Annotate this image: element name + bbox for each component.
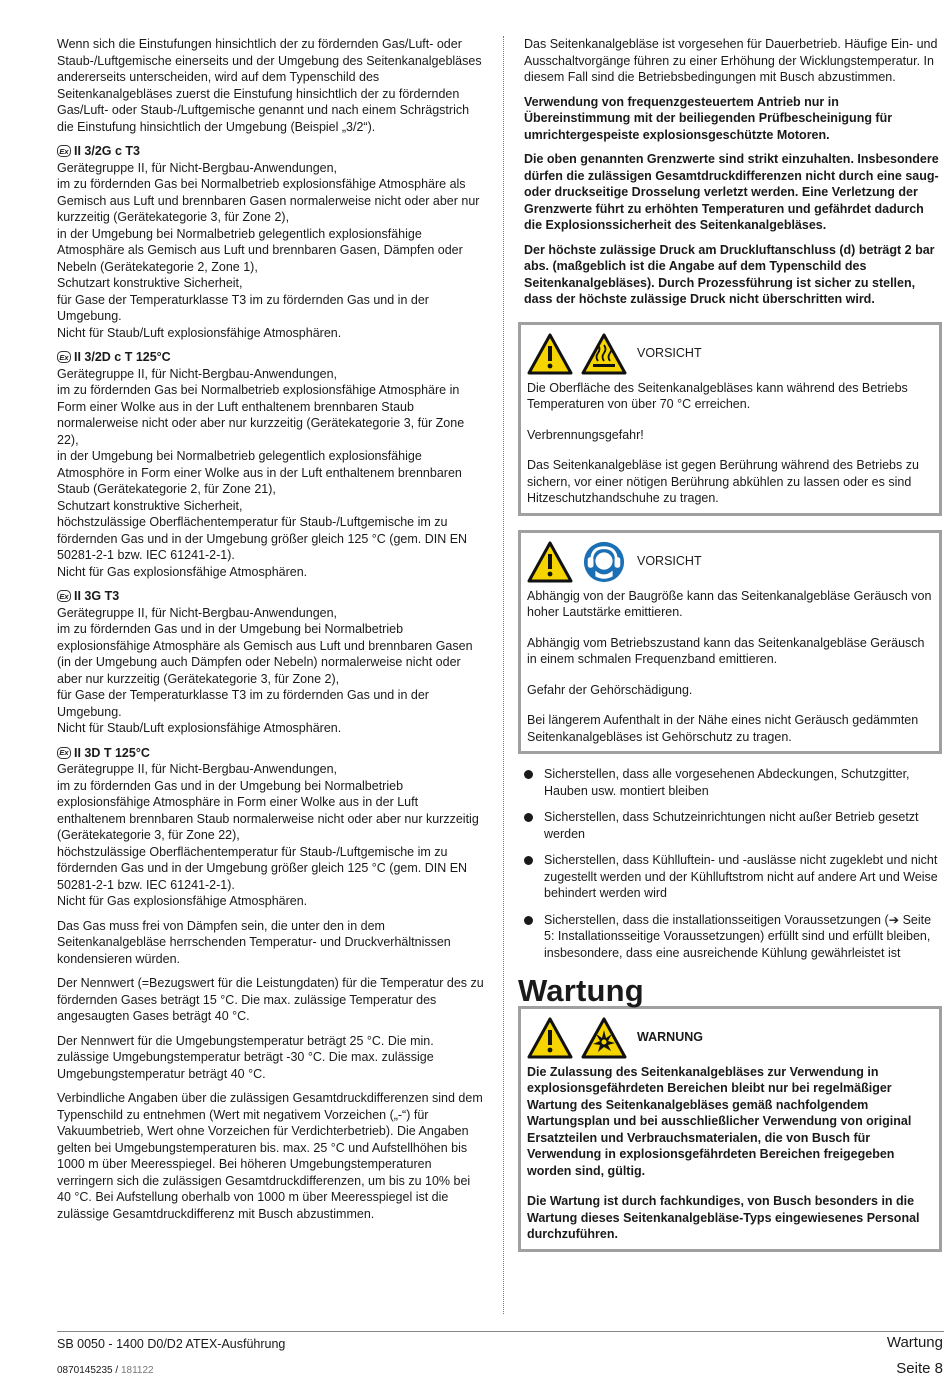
- warning-label: WARNUNG: [637, 1030, 703, 1045]
- atex-line: Nicht für Gas explosionsfähige Atmosphären.: [57, 564, 308, 579]
- atex-line: Nicht für Staub/Luft explosionsfähige Atmosphären.: [57, 325, 342, 340]
- caution-box-noise: [518, 530, 942, 755]
- atex-line: im zu fördernden Gas bei Normalbetrieb explosionsfähige Atmosphäre in Form einer Wolke aus in der Luft enthaltenem brennbaren Staub normalerweise nicht oder aber nur kurzzeitig (Gerätekategorie 3, für Zone 22),: [57, 383, 465, 447]
- bold-paragraph: Verwendung von frequenzgesteuertem Antrieb nur in Übereinstimmung mit der beiliegenden Prüfbescheinigung für umrichtergespeiste explosionsgeschützte Motoren.: [524, 94, 893, 142]
- atex-line: für Gase der Temperaturklasse T3 im zu fördernden Gas und in der Umgebung.: [57, 292, 429, 323]
- warning-text: Die Zulassung des Seitenkanalgebläses zur Verwendung in explosionsgefährdeten Bereichen bleibt nur bei regelmäßiger Wartung des Seitenkanalgebläses gemäß nachfolgendem Wartungsplan und bei ausschließlicher Verwendung von original Ersatzteilen und Verbrauchsmaterialen, die von Busch für Verwendung in explosionsgefährdeten Bereichen freigegeben worden sind, gültig.: [527, 1064, 912, 1178]
- column-divider: [503, 36, 504, 1314]
- caution-text: Bei längerem Aufenthalt in der Nähe eines nicht Geräusch gedämmten Seitenkanalgebläses ist Gehörschutz zu tragen.: [527, 713, 919, 744]
- atex-line: Gerätegruppe II, für Nicht-Bergbau-Anwendungen,: [57, 160, 338, 175]
- atex-heading: [57, 745, 487, 762]
- general-warning-icon: [527, 540, 573, 584]
- atex-line: Schutzart konstruktive Sicherheit,: [57, 498, 243, 513]
- atex-code: II 3D T 125°C: [74, 745, 150, 760]
- list-item: Sicherstellen, dass alle vorgesehenen Abdeckungen, Schutzgitter, Hauben usw. montiert bleiben: [524, 766, 944, 799]
- paragraph: Das Gas muss frei von Dämpfen sein, die unter den in dem Seitenkanalgebläse herrschenden Temperatur- und Druckverhältnissen kondensieren würden.: [57, 918, 451, 966]
- caution-header: [527, 539, 933, 585]
- caution-text: Das Seitenkanalgebläse ist gegen Berührung während des Betriebs zu sichern, vor einer nötigen Berührung abkühlen zu lassen oder es sind Hitzeschutzhandschuhe zu tragen.: [527, 458, 919, 505]
- atex-block: [57, 745, 487, 910]
- paragraph: Der Nennwert für die Umgebungstemperatur beträgt 25 °C. Die min. zulässige Umgebungstemperatur beträgt -30 °C. Die max. zulässige Umgebungstemperatur beträgt 40 °C.: [57, 1033, 434, 1081]
- atex-block: [57, 143, 487, 341]
- caution-label: VORSICHT: [637, 346, 702, 361]
- footer-rule: [57, 1331, 944, 1332]
- caution-header: [527, 331, 933, 377]
- atex-line: Nicht für Gas explosionsfähige Atmosphären.: [57, 894, 308, 908]
- explosion-icon: [581, 1016, 627, 1060]
- list-item: Sicherstellen, dass die installationsseitigen Voraussetzungen (➔ Seite 5: Installationsseitige Voraussetzungen) erfüllt sind und erfüllt bleiben, insbesondere, dass eine ausreichende Kühlung gewährleistet ist: [524, 912, 944, 962]
- bold-paragraph: Der höchste zulässige Druck am Druckluftanschluss (d) beträgt 2 bar abs. (maßgeblich ist die Angabe auf dem Typenschild des Seitenkanalgebläses). Durch Prozessführung ist sicher zu stellen, dass der höchste zulässige Druck nicht überschritten wird.: [524, 242, 935, 306]
- caution-label: VORSICHT: [637, 554, 702, 569]
- warning-text: Die Wartung ist durch fachkundiges, von Busch besonders in die Wartung dieses Seitenkanalgebläse-Typs eingewiesenes Personal durchzuführen.: [527, 1194, 920, 1241]
- atex-code: II 3/2D c T 125°C: [74, 350, 171, 364]
- paragraph: Verbindliche Angaben über die zulässigen Gesamtdruckdifferenzen sind dem Typenschild zu entnehmen (Wert mit negativem Vorzeichen („-“) für Vakuumbetrieb, Wert ohne Vorzeichen für Verdichterbetrieb). Die Angaben gelten bei Umgebungstemperaturen bis. max. 25 °C und Aufstellhöhen bis 1000 m über Meeresspiegel. Bei höheren Umgebungstemperaturen verringern sich die zulässigen Gesamtdruckdifferenzen, um bis zu 10% bei 40 °C. Bei Aufstellung oberhalb von 1000 m über Meeresspiegel ist die zulässige Gesamtdruckdifferenz mit Busch abzustimmen.: [57, 1091, 483, 1221]
- bold-paragraph: Die oben genannten Grenzwerte sind strikt einzuhalten. Insbesondere dürfen die zulässigen Gesamtdruckdifferenzen nicht durch eine saug-oder druckseitige Drosselung verletzt werden. Eine Verletzung der Grenzwerte führt zu erhöhten Temperaturen und gefährdet dadurch die Explosionssicherheit des Seitenkanalgebläses.: [524, 152, 939, 232]
- section-title: Wartung: [518, 973, 644, 1008]
- atex-code: II 3G T3: [74, 589, 120, 603]
- general-warning-icon: [527, 1016, 573, 1060]
- doc-number: 0870145235 /: [57, 1365, 121, 1376]
- atex-heading: [57, 588, 487, 605]
- ex-marking-icon: Ex: [57, 145, 71, 157]
- atex-heading: [57, 349, 487, 366]
- caution-text: Abhängig vom Betriebszustand kann das Seitenkanalgebläse Geräusch in einem schmalen Frequenzband emittieren.: [527, 635, 925, 666]
- ex-marking-icon: Ex: [57, 590, 71, 602]
- atex-line: Nicht für Staub/Luft explosionsfähige Atmosphären.: [57, 721, 342, 735]
- footer-section: Wartung: [886, 1334, 943, 1351]
- caution-text: Verbrennungsgefahr!: [527, 427, 644, 442]
- atex-line: im zu fördernden Gas und in der Umgebung bei Normalbetrieb explosionsfähige Atmosphäre in Form einer Wolke aus in der Luft enthaltenem brennbaren Staub normalerweise nicht oder aber nur kurzzeitig (Gerätekategorie 3, für Zone 22),: [57, 778, 479, 842]
- paragraph: Das Seitenkanalgebläse ist vorgesehen für Dauerbetrieb. Häufige Ein- und Ausschaltvorgänge führen zu einer Erhöhung der Wicklungstemperatur. In diesem Fall sind die Betriebsbedingungen mit Busch abzustimmen.: [524, 37, 938, 84]
- caution-text: Die Oberfläche des Seitenkanalgebläses kann während des Betriebs Temperaturen von über 70 °C erreichen.: [527, 380, 908, 411]
- atex-line: höchstzulässige Oberflächentemperatur für Staub-/Luftgemische im zu fördernden Gas und in der Umgebung größer gleich 125 °C (gem. DIN EN 50281-2-1 bzw. IEC 61241-2-1).: [57, 515, 468, 562]
- atex-line: in der Umgebung bei Normalbetrieb gelegentlich explosionsfähige Atmosphäre als Gemisch aus Luft und brennbaren Gasen, Dämpfen oder Nebeln (Gerätekategorie 2, Zone 1),: [57, 226, 463, 274]
- atex-line: Gerätegruppe II, für Nicht-Bergbau-Anwendungen,: [57, 605, 338, 620]
- footer-page-number: Seite 8: [896, 1360, 943, 1377]
- doc-revision: 181122: [120, 1365, 154, 1376]
- atex-line: in der Umgebung bei Normalbetrieb gelegentlich explosionsfähige Atmosphöre in Form einer Wolke aus in der Luft enthaltenem brennbaren Staub (Gerätekategorie 2, für Zone 21),: [57, 449, 462, 496]
- atex-heading: [57, 143, 487, 160]
- atex-line: im zu fördernden Gas und in der Umgebung bei Normalbetrieb explosionsfähige Atmosphäre als Gemisch aus Luft und brennbaren Gasen (in der Umgebung auch Dämpfen oder Nebeln) normalerweise nicht oder aber nur kurzzeitig (Gerätekategorie 3, für Zone 2),: [57, 622, 473, 686]
- hot-surface-icon: [581, 332, 627, 376]
- safety-checklist: [524, 766, 944, 961]
- ear-protection-icon: [581, 540, 627, 584]
- atex-line: Schutzart konstruktive Sicherheit,: [57, 276, 243, 290]
- atex-code: II 3/2G c T3: [74, 144, 141, 158]
- atex-block: [57, 349, 487, 580]
- caution-text: Abhängig von der Baugröße kann das Seitenkanalgebläse Geräusch von hoher Lautstärke emittieren.: [527, 588, 932, 619]
- footer-doc-number: [57, 1365, 154, 1376]
- atex-line: im zu fördernden Gas bei Normalbetrieb explosionsfähige Atmosphäre als Gemisch aus Luft und brennbaren Gasen normalerweise nicht oder aber nur kurzzeitig (Gerätekategorie 3, für Zone 2),: [57, 177, 480, 224]
- list-item: Sicherstellen, dass Kühlluftein- und -auslässe nicht zugeklebt und nicht zugestellt werden und der Kühlluftstrom nicht auf andere Art und Weise behindert werden wird: [524, 852, 944, 902]
- ex-marking-icon: Ex: [57, 747, 71, 759]
- atex-line: für Gase der Temperaturklasse T3 im zu fördernden Gas und in der Umgebung.: [57, 688, 429, 719]
- footer-doc-title: SB 0050 - 1400 D0/D2 ATEX-Ausführung: [57, 1337, 286, 1351]
- atex-block: [57, 588, 487, 737]
- general-warning-icon: [527, 332, 573, 376]
- warning-header: [527, 1015, 933, 1061]
- warning-box-explosion: [518, 1006, 942, 1252]
- paragraph: Der Nennwert (=Bezugswert für die Leistungdaten) für die Temperatur des zu fördernden Gases beträgt 15 °C. Die max. zulässige Temperatur des angesaugten Gases beträgt 40 °C.: [57, 976, 484, 1023]
- list-item: Sicherstellen, dass Schutzeinrichtungen nicht außer Betrieb gesetzt werden: [524, 809, 944, 842]
- atex-line: Gerätegruppe II, für Nicht-Bergbau-Anwendungen,: [57, 366, 338, 381]
- caution-box-hot-surface: [518, 322, 942, 516]
- atex-line: Gerätegruppe II, für Nicht-Bergbau-Anwendungen,: [57, 762, 338, 776]
- ex-marking-icon: Ex: [57, 351, 71, 363]
- intro-paragraph: Wenn sich die Einstufungen hinsichtlich der zu fördernden Gas/Luft- oder Staub-/Luftgemische einerseits und der Umgebung des Seitenkanalgebläses andererseits unterscheiden, wird auf dem Typenschild des Seitenkanalgebläses zuerst die Einstufung hinsichtlich der zu fördernden Gas/Luft- oder Staub-/Luftgemische genannt und nach einem Schrägstrich die Einstufung hinsichtlich der Umgebung (Beispiel „3/2“).: [57, 37, 482, 134]
- atex-line: höchstzulässige Oberflächentemperatur für Staub-/Luftgemische im zu fördernden Gas und in der Umgebung größer gleich 125 °C (gem. DIN EN 50281-2-1 bzw. IEC 61241-2-1).: [57, 844, 468, 892]
- caution-text: Gefahr der Gehörschädigung.: [527, 682, 693, 697]
- right-column: [518, 36, 944, 1252]
- left-column: [57, 36, 487, 1230]
